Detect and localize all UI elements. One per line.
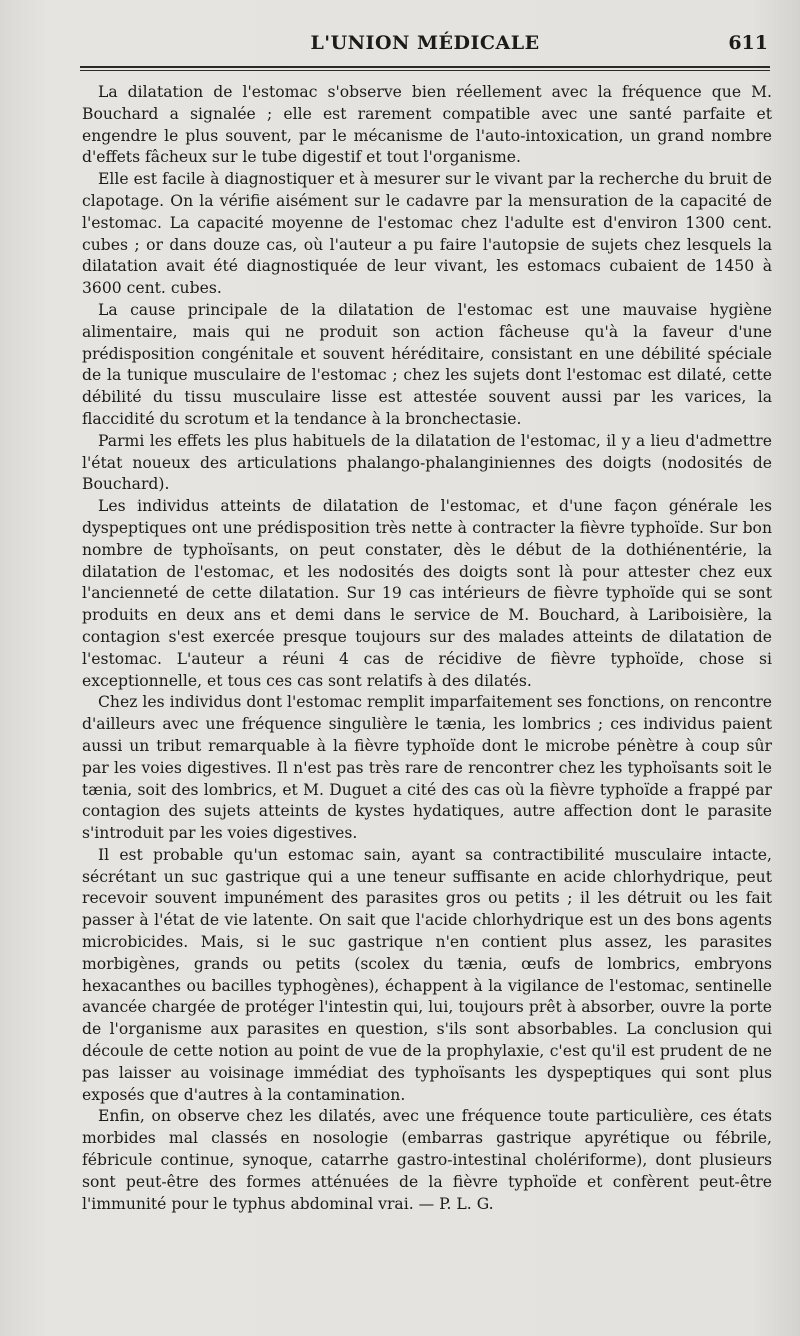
paragraph: Chez les individus dont l'estomac remplit imparfaitement ses fonctions, on rencontre d'ailleurs avec une fréquence singulière le tænia, les lombrics ; ces individus paient aussi un tribut remarquable à la fièvre typhoïde dont le microbe pénètre à coup sûr par les voies digestives. Il n'est pas très rare de rencontrer chez les typhoïsants soit le tænia, soit des lombrics, et M. Duguet a cité des cas où la fièvre typhoïde a frappé par contagion des sujets atteints de kystes hydatiques, autre affection dont le parasite s'introduit par les voies digestives. [82,693,772,843]
paragraph: Elle est facile à diagnostiquer et à mesurer sur le vivant par la recherche du bruit de clapotage. On la vérifie aisément sur le cadavre par la mensuration de la capacité de l'estomac. La capacité moyenne de l'estomac chez l'adulte est d'environ 1300 cent. cubes ; or dans douze cas, où l'auteur a pu faire l'autopsie de sujets chez lesquels la dilatation avait été diagnostiquée de leur vivant, les estomacs cubaient de 1450 à 3600 cent. cubes. [82,170,772,298]
paragraph: La cause principale de la dilatation de l'estomac est une mauvaise hygiène alimentaire, mais qui ne produit son action fâcheuse qu'à la faveur d'une prédisposition congénitale et souvent héréditaire, consistant en une débilité spéciale de la tunique musculaire de l'estomac ; chez les sujets dont l'estomac est dilaté, cette débilité du tissu musculaire lisse est attestée souvent aussi par les varices, la flaccidité du scrotum et la tendance à la bronchectasie. [82,300,772,428]
header-rule [80,66,770,71]
page-number: 611 [728,32,768,54]
page-header [80,30,770,60]
article-body [82,82,772,1215]
paragraph: Les individus atteints de dilatation de l'estomac, et d'une façon générale les dyspeptiques ont une prédisposition très nette à contracter la fièvre typhoïde. Sur bon nombre de typhoïsants, on peut constater, dès le début de la dothiénentérie, la dilatation de l'estomac, et les nodosités des doigts sont là pour attester chez eux l'ancienneté de cette dilatation. Sur 19 cas intérieurs de fièvre typhoïde qui se sont produits en deux ans et demi dans le service de M. Bouchard, à Lariboisière, la contagion s'est exercée presque toujours sur des malades atteints de dilatation de l'estomac. L'auteur a réuni 4 cas de récidive de fièvre typhoïde, chose si exceptionnelle, et tous ces cas sont relatifs à des dilatés. [82,497,772,690]
paragraph: Enfin, on observe chez les dilatés, avec une fréquence toute particulière, ces états morbides mal classés en nosologie (embarras gastrique apyrétique ou fébrile, fébricule continue, synoque, catarrhe gastro-intestinal cholériforme), dont plusieurs sont peut-être des formes atténuées de la fièvre typhoïde et confèrent peut-être l'immunité pour le typhus abdominal vrai. — P. L. G. [82,1107,772,1213]
running-title: L'UNION MÉDICALE [310,32,540,54]
paragraph: La dilatation de l'estomac s'observe bien réellement avec la fréquence que M. Bouchard a signalée ; elle est rarement compatible avec une santé parfaite et engendre le plus souvent, par le mécanisme de l'auto-intoxication, un grand nombre d'effets fâcheux sur le tube digestif et tout l'organisme. [82,83,772,167]
paragraph: Parmi les effets les plus habituels de la dilatation de l'estomac, il y a lieu d'admettre l'état noueux des articulations phalango-phalanginiennes des doigts (nodosités de Bouchard). [82,431,772,494]
paragraph: Il est probable qu'un estomac sain, ayant sa contractibilité musculaire intacte, sécrétant un suc gastrique qui a une teneur suffisante en acide chlorhydrique, peut recevoir souvent impunément des parasites gros ou petits ; il les détruit ou les fait passer à l'état de vie latente. On sait que l'acide chlorhydrique est un des bons agents microbicides. Mais, si le suc gastrique n'en contient plus assez, les parasites morbigènes, grands ou petits (scolex du tænia, œufs de lombrics, embryons hexacanthes ou bacilles typhogènes), échappent à la vigilance de l'estomac, sentinelle avancée chargée de protéger l'intestin qui, lui, toujours prêt à absorber, ouvre la porte de l'organisme aux parasites en question, s'ils sont absorbables. La conclusion qui découle de cette notion au point de vue de la prophylaxie, c'est qu'il est prudent de ne pas laisser au voisinage immédiat des typhoïsants les dyspeptiques qui sont plus exposés que d'autres à la contamination. [82,845,772,1104]
